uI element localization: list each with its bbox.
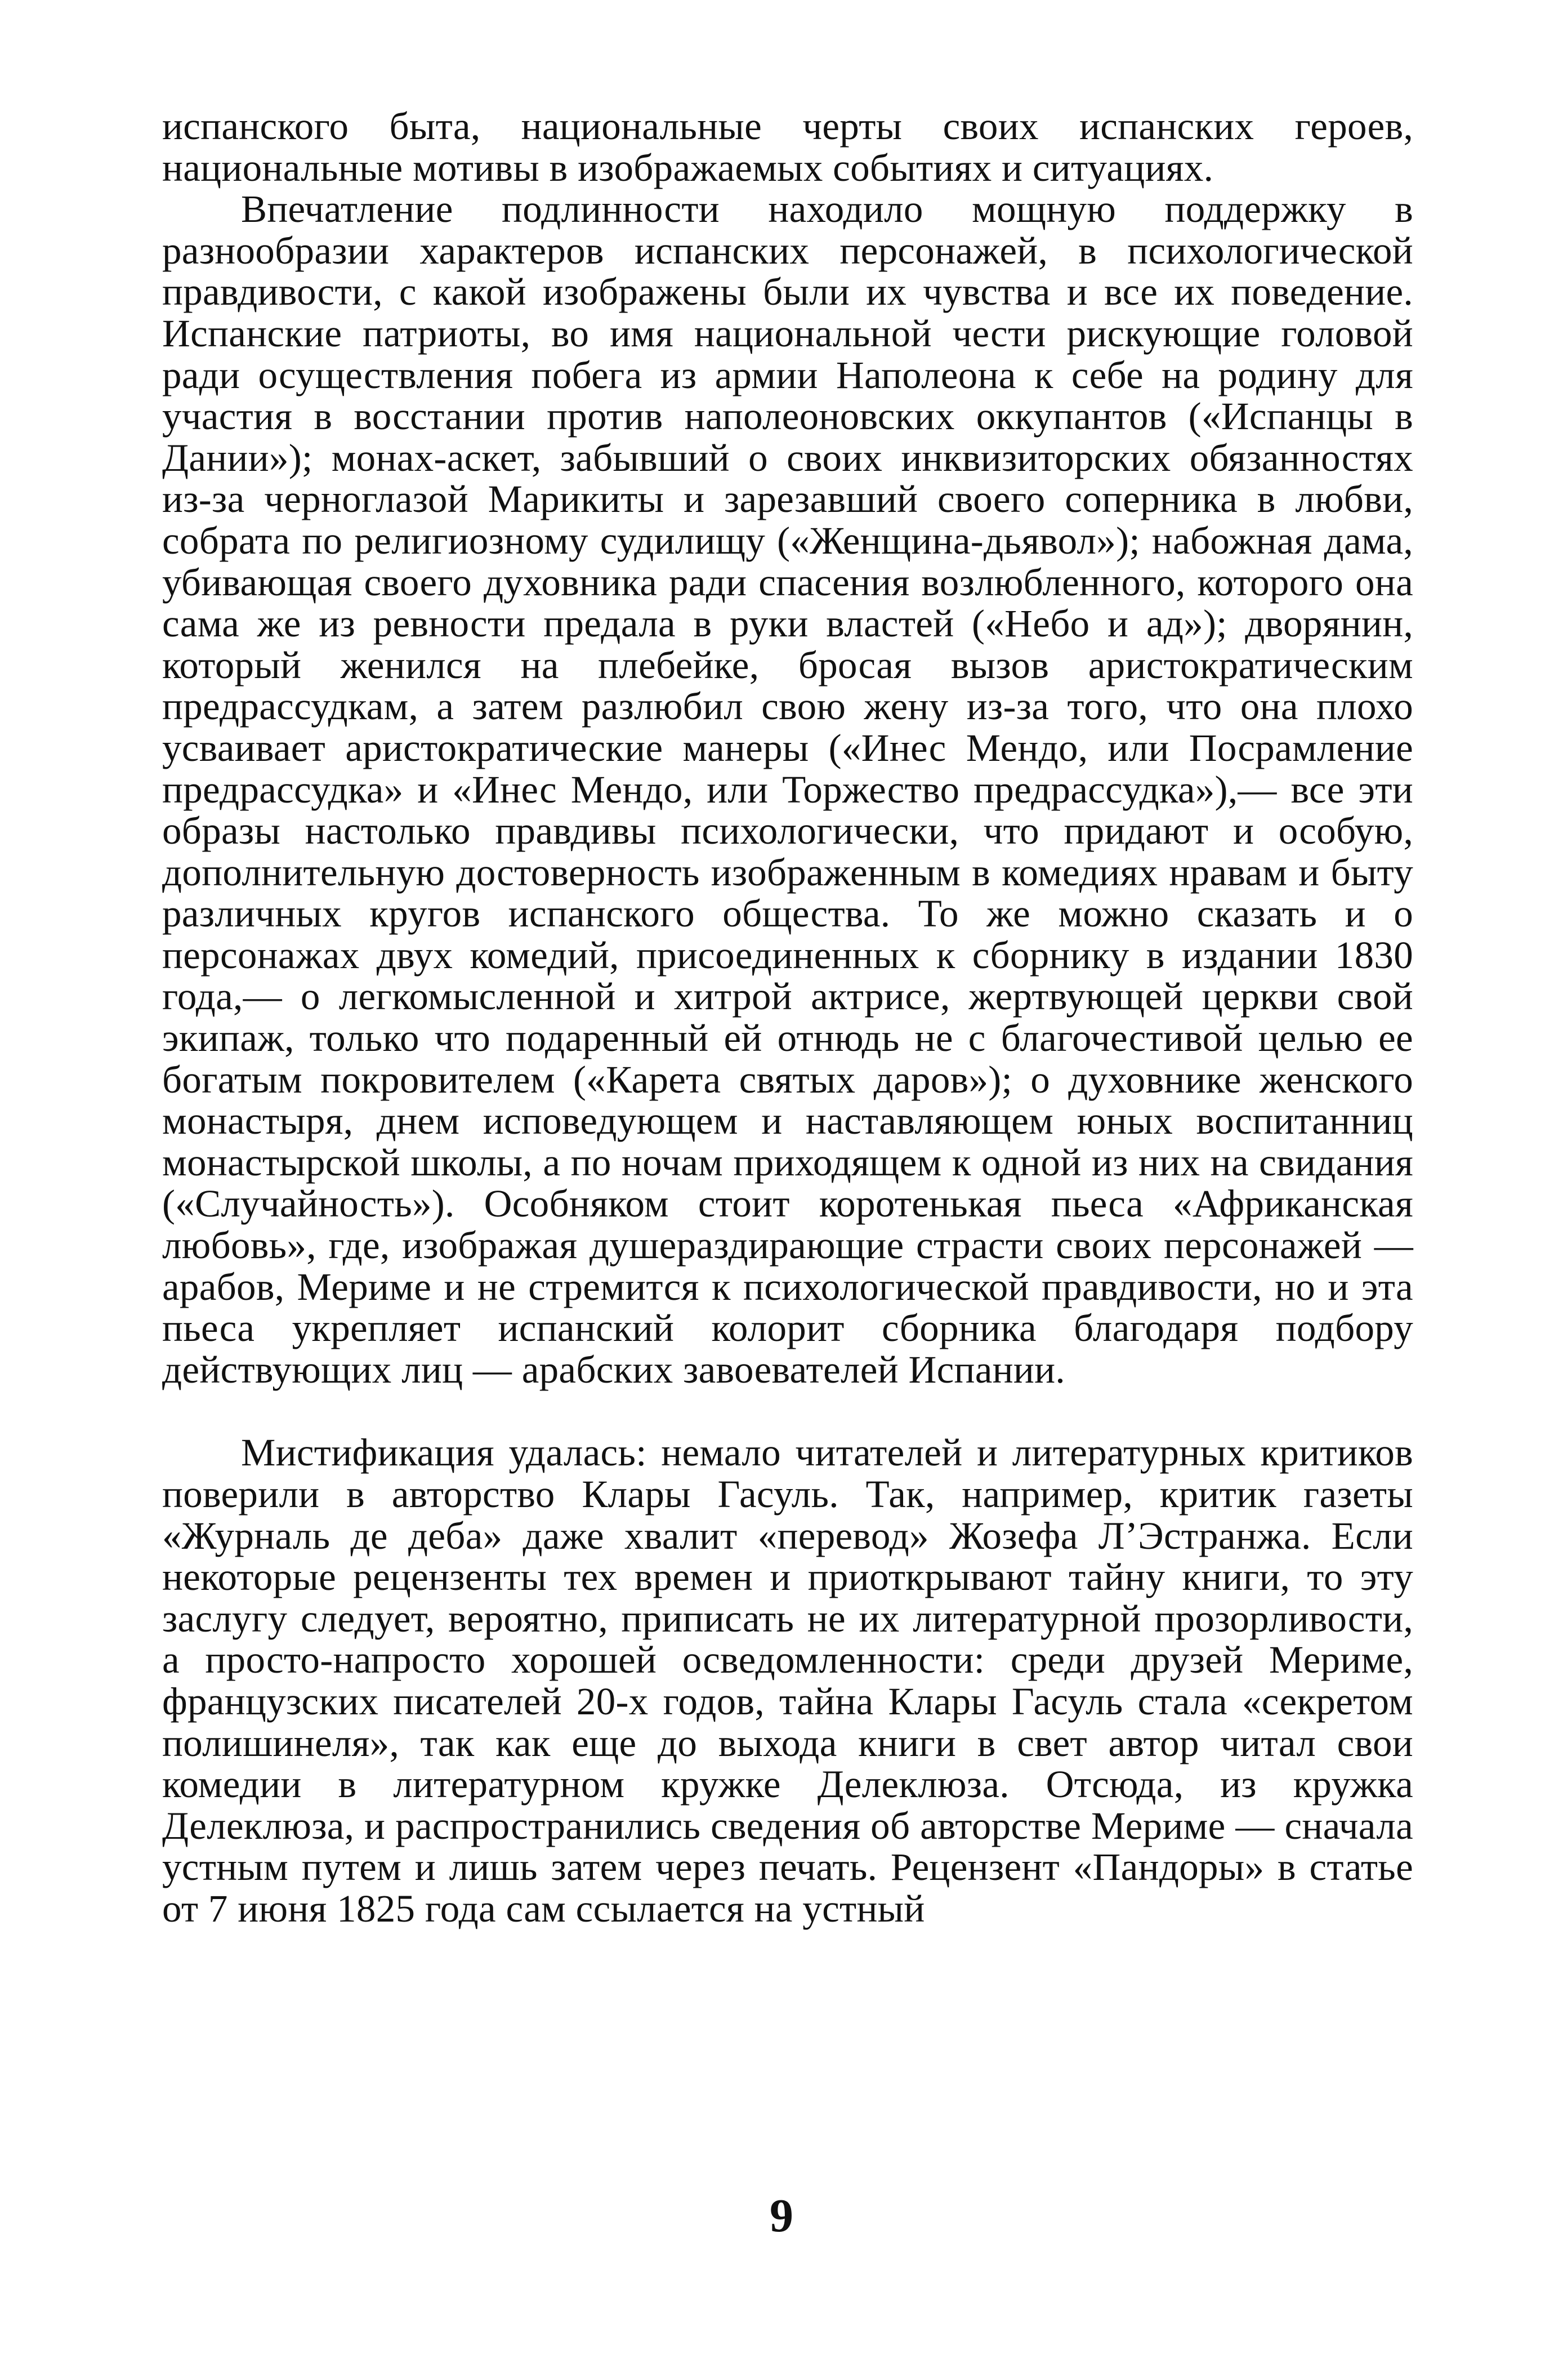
paragraph-continuation: испанского быта, национальные черты своих испанских героев, национальные мотивы в изображаемых событиях и ситуациях. (162, 105, 1413, 189)
paragraph-mystification: Мистификация удалась: немало читателей и литературных критиков поверили в авторство Клары Гасуль. Так, например, критик газеты «Журналь де деба» даже хвалит «перевод» Жозефа Л’Эстранжа. Если некоторые рецензенты тех времен и приоткрывают тайну книги, то эту заслугу следует, вероятно, приписать не их литературной прозорливости, а просто-напросто хорошей осведомленности: среди друзей Мериме, французских писателей 20-х годов, тайна Клары Гасуль стала «секретом полишинеля», так как еще до выхода книги в свет автор читал свои комедии в литературном кружке Делеклюза. Отсюда, из кружка Делеклюза, и распространились сведения об авторстве Мериме — сначала устным путем и лишь затем через печать. Рецензент «Пандоры» в статье от 7 июня 1825 года сам ссылается на устный (162, 1431, 1413, 1930)
body-text (162, 106, 1413, 1930)
paragraph-characters: Впечатление подлинности находило мощную поддержку в разнообразии характеров испанских персонажей, в психологической правдивости, с какой изображены были их чувства и все их поведение. Испанские патриоты, во имя национальной чести рискующие головой ради осуществления побега из армии Наполеона к себе на родину для участия в восстании против наполеоновских оккупантов («Испанцы в Дании»); монах-аскет, забывший о своих инквизиторских обязанностях из-за черноглазой Марикиты и зарезавший своего соперника в любви, собрата по религиозному судилищу («Женщина-дьявол»); набожная дама, убивающая своего духовника ради спасения возлюбленного, которого она сама же из ревности предала в руки властей («Небо и ад»); дворянин, который женился на плебейке, бросая вызов аристократическим предрассудкам, а затем разлюбил свою жену из-за того, что она плохо усваивает аристократические манеры («Инес Мендо, или Посрамление предрассудка» и «Инес Мендо, или Торжество предрассудка»),— все эти образы настолько правдивы психологически, что придают и особую, дополнительную достоверность изображенным в комедиях нравам и быту различных кругов испанского общества. То же можно сказать и о персонажах двух комедий, присоединенных к сборнику в издании 1830 года,— о легкомысленной и хитрой актрисе, жертвующей церкви свой экипаж, только что подаренный ей отнюдь не с благочестивой целью ее богатым покровителем («Карета святых даров»); о духовнике женского монастыря, днем исповедующем и наставляющем юных воспитанниц монастырской школы, а по ночам приходящем к одной из них на свидания («Случайность»). Особняком стоит коротенькая пьеса «Африканская любовь», где, изображая душераздирающие страсти своих персонажей — арабов, Мериме и не стремится к психологической правдивости, но и эта пьеса укрепляет испанский колорит сборника благодаря подбору действующих лиц — арабских завоевателей Испании. (162, 188, 1413, 1391)
page-number: 9 (770, 2190, 793, 2242)
